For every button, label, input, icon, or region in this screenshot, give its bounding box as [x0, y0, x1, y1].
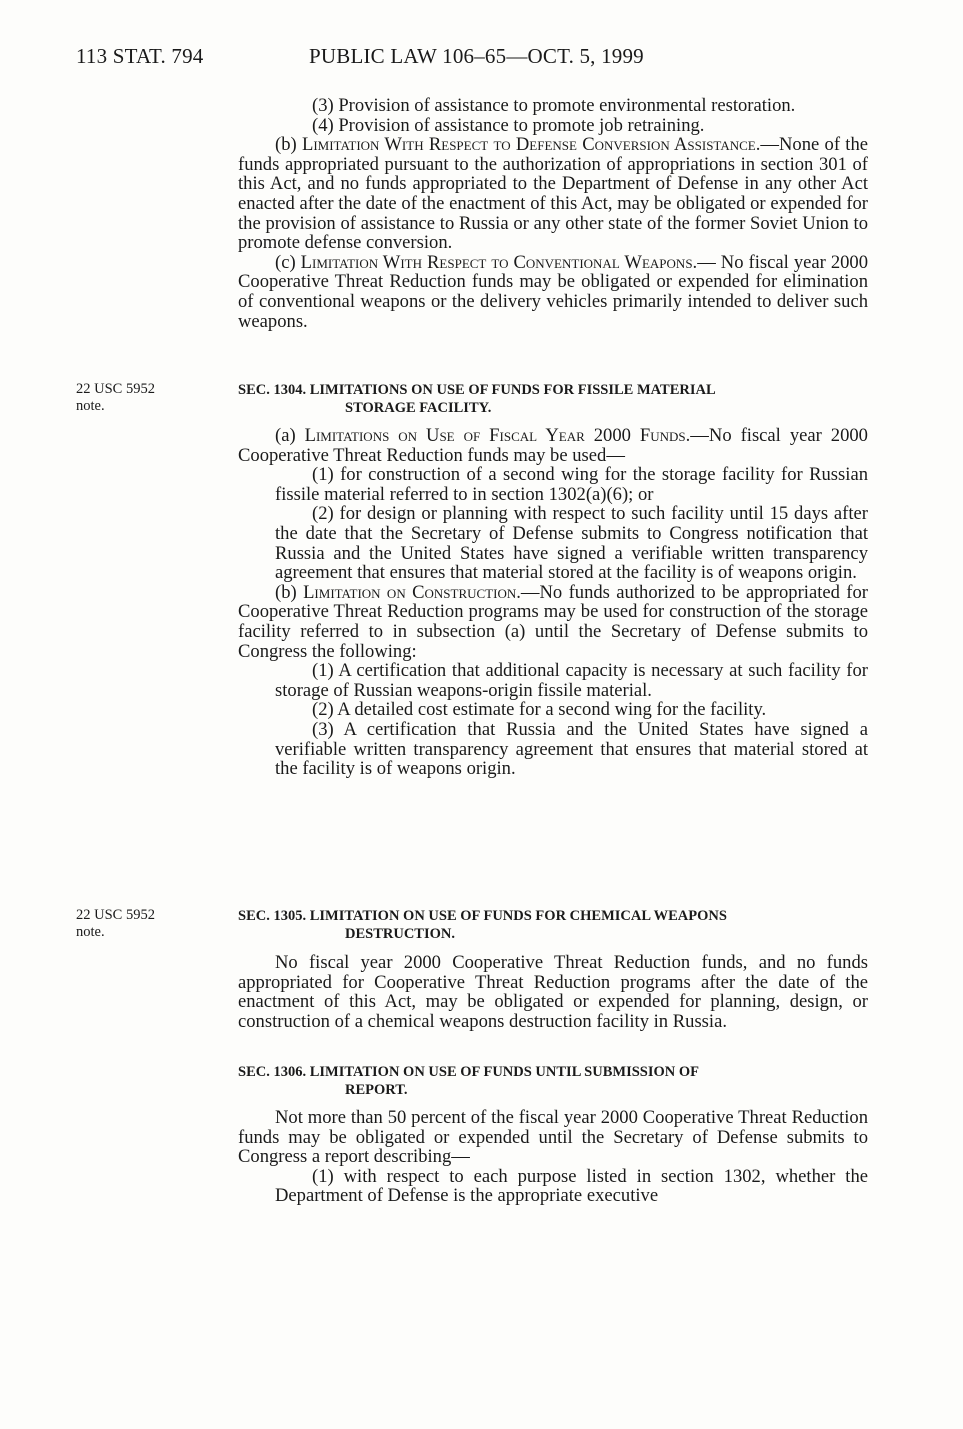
section-title: LIMITATIONS ON USE OF FUNDS FOR FISSILE MATERIAL: [309, 382, 716, 398]
paragraph-b2: (2) A detailed cost estimate for a second wing for the facility.: [312, 699, 767, 721]
public-law-title: PUBLIC LAW 106–65—OCT. 5, 1999: [309, 44, 644, 68]
paragraph-1306-1: (1) with respect to each purpose listed in section 1302, whether the Department of Defense is the appropriate executive: [275, 1165, 868, 1207]
section-title-cont: REPORT.: [345, 1082, 408, 1098]
paragraph-a1: (1) for construction of a second wing for the storage facility for Russian fissile material referred to in section 1302(a)(6); or: [275, 464, 868, 505]
continuation-block: [238, 96, 868, 331]
subsection-c-heading: Limitation With Respect to Conventional Weapons.: [300, 251, 698, 273]
paragraph-3: (3) Provision of assistance to promote environmental restoration.: [312, 95, 796, 116]
section-1305-heading: [238, 907, 868, 943]
paragraph-b3: (3) A certification that Russia and the United States have signed a verifiable written transparency agreement that ensures that material stored at the facility is of weapons origin.: [275, 718, 868, 780]
subsection-b: (b) Limitation on Construction.—No funds authorized to be appropriated for Cooperative Threat Reduction programs may be used for construction of the storage facility referred to in subsection (a) until the Secretary of Defense submits to Congress the following:: [238, 581, 868, 662]
section-title-cont: DESTRUCTION.: [345, 926, 455, 942]
section-number: SEC. 1306.: [238, 1064, 307, 1080]
subsection-b-heading: Limitation With Respect to Defense Conversion Assistance.: [301, 134, 761, 156]
subsection-b: (b) Limitation With Respect to Defense Conversion Assistance.—None of the funds appropriated pursuant to the authorization of appropriations in section 301 of this Act, and no funds appropriated to the Department of Defense in any other Act enacted after the date of the enactment of this Act, may be obligated or expended for the provision of assistance to Russia or any other state of the former Soviet Union to promote defense conversion.: [238, 134, 868, 254]
section-title: LIMITATION ON USE OF FUNDS UNTIL SUBMISSION OF: [309, 1064, 700, 1080]
subsection-a: (a) Limitations on Use of Fiscal Year 2000 Funds.—No fiscal year 2000 Cooperative Threat Reduction funds may be used—: [238, 425, 868, 466]
section-1304-heading: [238, 381, 868, 417]
subsection-a-heading: Limitations on Use of Fiscal Year 2000 Funds.: [304, 425, 691, 446]
margin-note-2: 22 USC 5952 note.: [76, 907, 155, 940]
section-number: SEC. 1304.: [238, 382, 307, 398]
section-1306-heading: [238, 1063, 868, 1099]
statute-page-number: 113 STAT. 794: [76, 44, 204, 68]
section-1304-body: [238, 426, 868, 779]
paragraph-a2: (2) for design or planning with respect to such facility until 15 days after the date that the Secretary of Defense submits to Congress notification that Russia and the United States have signed a verifiable written transparency agreement that ensures that material stored at the facility is of weapons origin.: [275, 503, 868, 584]
subsection-b-heading: Limitation on Construction.: [303, 581, 521, 603]
margin-note-1: 22 USC 5952 note.: [76, 381, 155, 414]
section-1306-body: [238, 1108, 868, 1206]
paragraph-4: (4) Provision of assistance to promote job retraining.: [312, 114, 705, 136]
subsection-c: (c) Limitation With Respect to Conventional Weapons.— No fiscal year 2000 Cooperative Threat Reduction funds may be obligated or expended for elimination of conventional weapons or the delivery vehicles primarily intended to deliver such weapons.: [238, 251, 869, 332]
section-1305-body: [238, 953, 868, 1031]
section-title: LIMITATION ON USE OF FUNDS FOR CHEMICAL WEAPONS: [309, 908, 727, 924]
paragraph-b1: (1) A certification that additional capacity is necessary at such facility for storage of Russian weapons-origin fissile material.: [275, 660, 868, 701]
section-title-cont: STORAGE FACILITY.: [345, 400, 492, 416]
section-1306-text: Not more than 50 percent of the fiscal year 2000 Cooperative Threat Reduction funds may be obligated or expended until the Secretary of Defense submits to Congress a report describing—: [238, 1107, 868, 1168]
section-number: SEC. 1305.: [238, 908, 307, 924]
section-1305-text: No fiscal year 2000 Cooperative Threat Reduction funds, and no funds appropriated for Cooperative Threat Reduction programs after the date of the enactment of this Act, may be obligated or expended for planning, design, or construction of a chemical weapons destruction facility in Russia.: [238, 952, 868, 1032]
